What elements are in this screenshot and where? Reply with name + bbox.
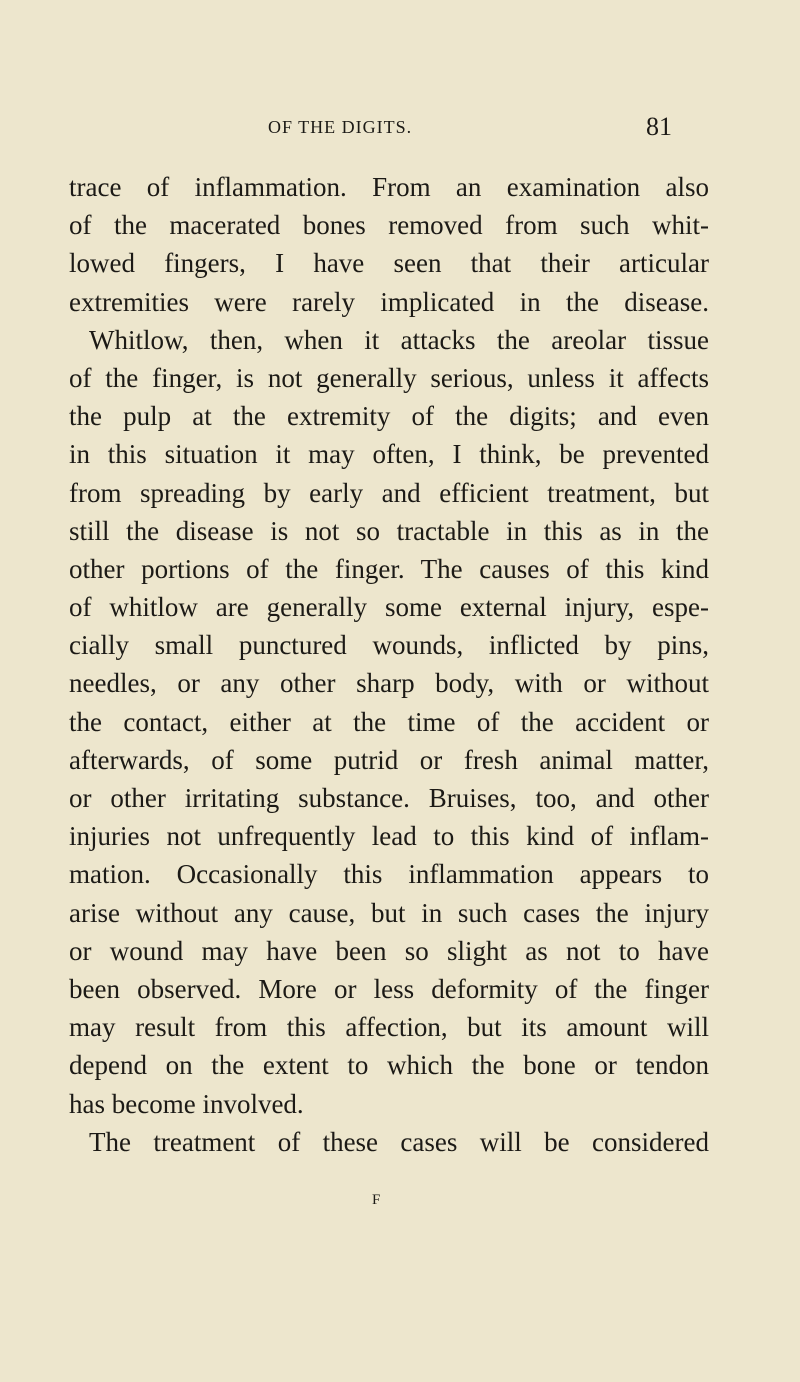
text-line: has become involved. xyxy=(69,1088,304,1119)
text-line: or other irritating substance. Bruises, too, and other xyxy=(69,783,709,813)
text-line: the pulp at the extremity of the digits; and even xyxy=(69,401,709,432)
text-line: from spreading by early and efficient treatment, but xyxy=(69,477,709,508)
text-line: mation. Occasionally this inflammation appears to xyxy=(69,859,709,890)
running-title: OF THE DIGITS. xyxy=(268,117,413,137)
text-line: needles, or any other sharp body, with or without xyxy=(69,668,709,699)
text-line: lowed fingers, I have seen that their articular xyxy=(69,248,709,279)
text-line: may result from this affection, but its amount will xyxy=(69,1012,709,1043)
text-line: still the disease is not so tractable in this as in the xyxy=(69,515,709,546)
signature-mark: F xyxy=(372,1192,381,1208)
text-line: cially small punctured wounds, inflicted by pins, xyxy=(69,630,709,661)
text-line: of the finger, is not generally serious, unless it affects xyxy=(69,362,709,393)
text-line: the contact, either at the time of the accident or xyxy=(69,706,709,737)
text-line: extremities were rarely implicated in the disease. xyxy=(69,286,709,317)
body-text xyxy=(69,168,709,1161)
text-line: other portions of the finger. The causes of this kind xyxy=(69,553,709,584)
text-line: of the macerated bones removed from such whit- xyxy=(69,210,709,241)
text-line: Whitlow, then, when it attacks the areolar tissue xyxy=(89,324,709,355)
text-line: The treatment of these cases will be considered xyxy=(89,1126,709,1157)
text-line: of whitlow are generally some external injury, espe- xyxy=(69,592,709,623)
text-line: injuries not unfrequently lead to this kind of inflam- xyxy=(69,821,709,852)
text-line: afterwards, of some putrid or fresh animal matter, xyxy=(69,744,709,775)
text-line: in this situation it may often, I think, be prevented xyxy=(69,439,709,470)
text-line: or wound may have been so slight as not to have xyxy=(69,935,709,966)
text-line: arise without any cause, but in such cases the injury xyxy=(69,897,709,928)
page-number: 81 xyxy=(646,112,672,141)
text-line: been observed. More or less deformity of the finger xyxy=(69,973,709,1004)
text-line: depend on the extent to which the bone or tendon xyxy=(69,1050,709,1081)
text-line: trace of inflammation. From an examination also xyxy=(69,172,709,202)
